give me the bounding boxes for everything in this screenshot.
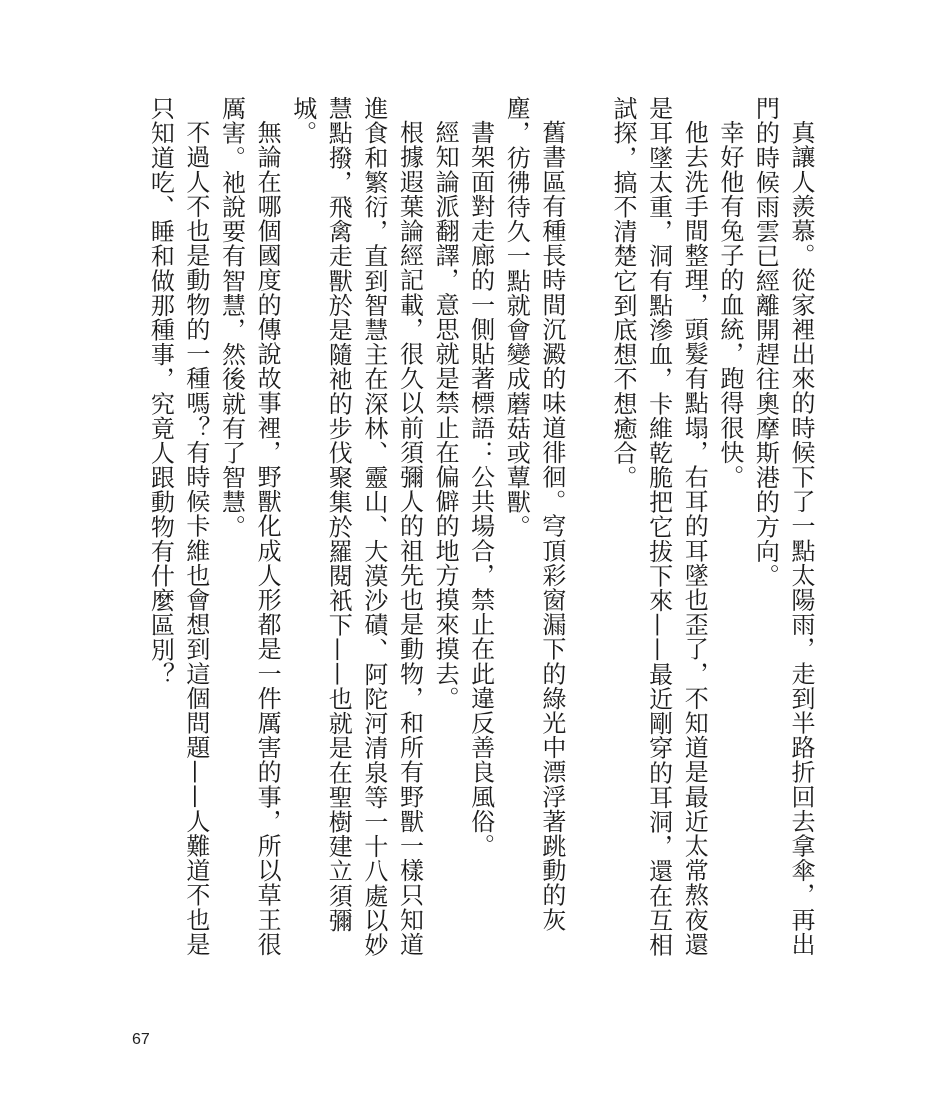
paragraph: 真讓人羨慕。從家裡出來的時候下了一點太陽雨，走到半路折回去拿傘，再出門的時候雨雲已經離開趕往奧摩斯港的方向。	[751, 96, 815, 957]
paragraph: 根據遐葉論經記載，很久以前須彌人的祖先也是動物，和所有野獸一樣只知道進食和繁衍，直到智慧主在深林、靈山、大漠沙磧、阿陀河清泉等一十八處以妙慧點撥，飛禽走獸於是隨祂的步伐聚集於羅閱衹下——也就是在聖樹建立須彌城。	[288, 96, 424, 957]
paragraph: 經知論派翻譯，意思就是禁止在偏僻的地方摸來摸去。	[431, 120, 460, 711]
paragraph: 無論在哪個國度的傳說故事裡，野獸化成人形都是一件厲害的事，所以草王很厲害。祂說要有智慧，然後就有了智慧。	[217, 96, 282, 957]
paragraph: 書架面對走廊的一側貼著標語：公共場合，禁止在此違反善良風俗。	[466, 120, 495, 858]
paragraph: 不過人不也是動物的一種嗎？有時候卡維也會想到這個問題——人難道不也是只知道吃、睡和做那種事，究竟人跟動物有什麼區別？	[146, 96, 210, 957]
paragraph: 幸好他有兔子的血統，跑得很快。	[715, 120, 744, 489]
section-break	[569, 96, 605, 976]
page-number: 67	[132, 1031, 150, 1048]
vertical-text-body	[142, 96, 818, 976]
paragraph: 舊書區有種長時間沉澱的味道徘徊。穹頂彩窗漏下的綠光中漂浮著跳動的灰塵，彷彿待久一點就會變成蘑菇或蕈獸。	[502, 96, 566, 932]
paragraph: 他去洗手間整理，頭髮有點塌，右耳的耳墜也歪了，不知道是最近太常熬夜還是耳墜太重，洞有點滲血，卡維乾脆把它拔下來——最近剛穿的耳洞，還在互相試探，搞不清楚它到底想不想癒合。	[609, 96, 709, 957]
